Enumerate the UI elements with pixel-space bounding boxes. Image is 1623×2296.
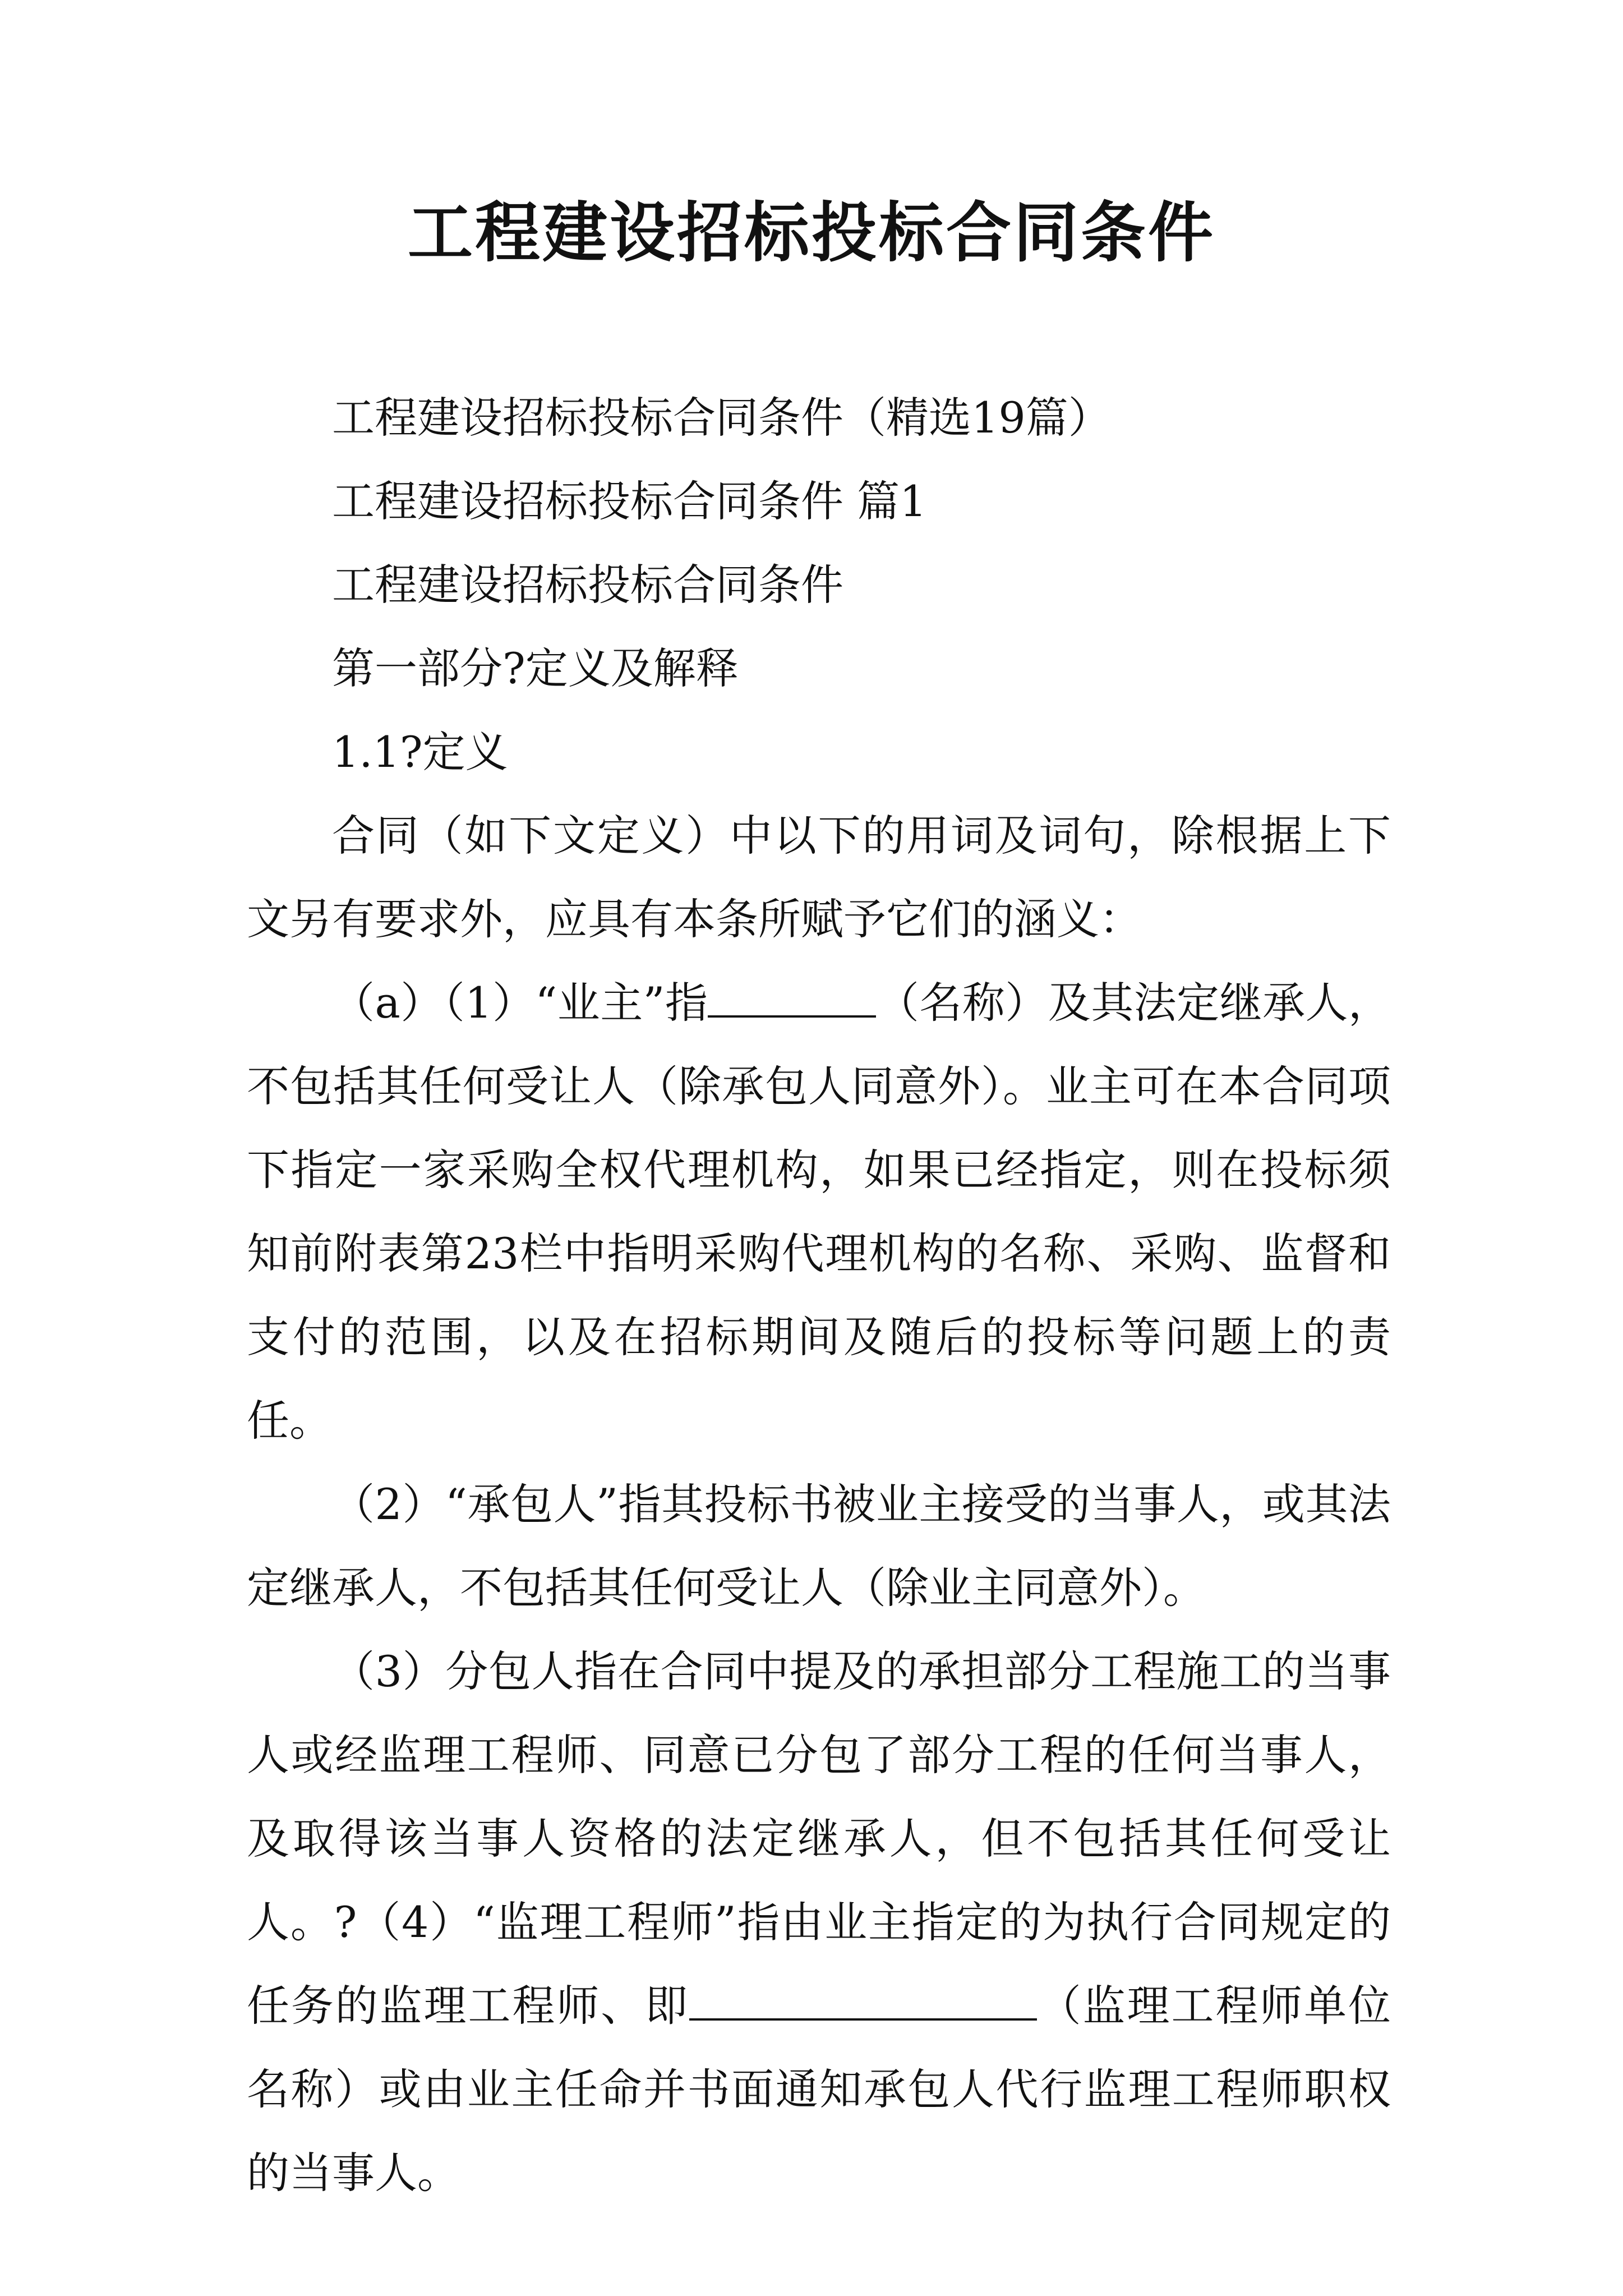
- paragraph-clause-heading: 1.1?定义: [332, 727, 508, 777]
- owner-name-blank: [708, 981, 876, 1018]
- paragraph-section-title: 工程建设招标投标合同条件: [332, 560, 843, 610]
- engineer-unit-blank: [689, 1984, 1037, 2021]
- paragraph-definitions-intro: 合同（如下文定义）中以下的用词及词句，除根据上下文另有要求外，应具有本条所赋予它们的涵义：: [247, 811, 1391, 944]
- document-title: 工程建设招标投标合同条件: [408, 195, 1215, 271]
- paragraph-chapter-heading: 工程建设招标投标合同条件 篇1: [332, 476, 927, 526]
- document-body: [247, 376, 1391, 2215]
- paragraph-owner-definition: [247, 961, 1391, 1462]
- paragraph-subcontractor-engineer-definition: [247, 1630, 1391, 2215]
- engineer-definition-rest: （监理工程师单位名称）或由业主任命并书面通知承包人代行监理工程师职权的当事人。: [247, 1981, 1391, 2198]
- paragraph-part-heading: 第一部分?定义及解释: [332, 643, 739, 693]
- owner-definition-rest: （名称）及其法定继承人，不包括其任何受让人（除承包人同意外）。业主可在本合同项下指定一家采购全权代理机构，如果已经指定，则在投标须知前附表第23栏中指明采购代理机构的名称、采购、监督和支付的范围，以及在招标期间及随后的投标等问题上的责任。: [247, 978, 1391, 1446]
- paragraph-subtitle: 工程建设招标投标合同条件（精选19篇）: [332, 393, 1111, 443]
- paragraph-contractor-definition: （2）“承包人”指其投标书被业主接受的当事人，或其法定继承人，不包括其任何受让人（除业主同意外）。: [247, 1479, 1391, 1613]
- engineer-definition-lead: （3）分包人指在合同中提及的承担部分工程施工的当事人或经监理工程师、同意已分包了部分工程的任何当事人，及取得该当事人资格的法定继承人，但不包括其任何受让人。?（4）“监理工程师”指由业主指定的为执行合同规定的任务的监理工程师、即: [247, 1646, 1391, 2031]
- owner-definition-lead: （a）（1）“业主”指: [332, 978, 708, 1028]
